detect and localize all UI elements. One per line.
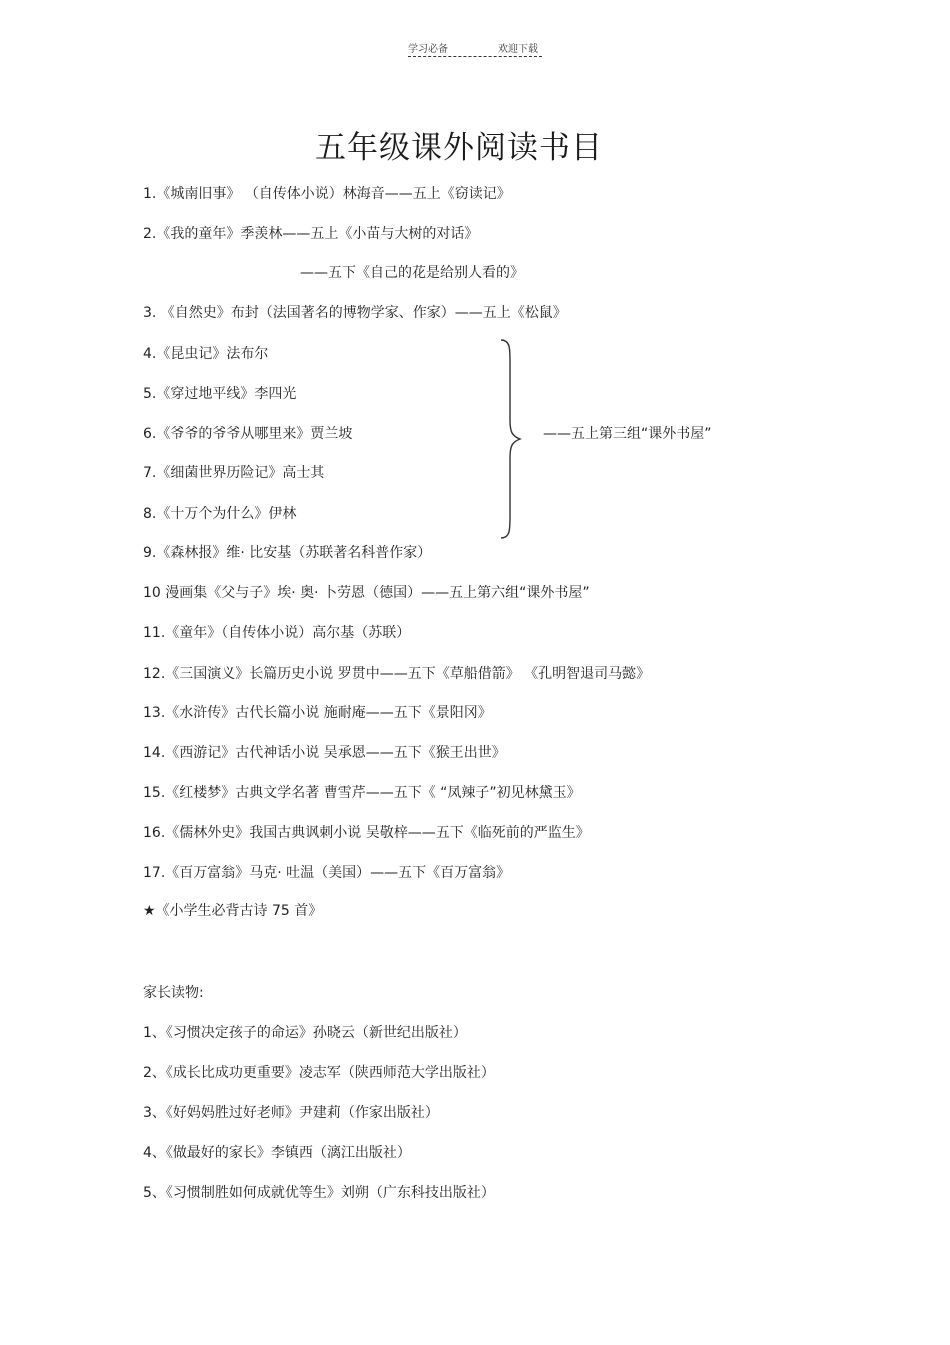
header-right-text: 欢迎下载 bbox=[498, 44, 538, 55]
list-item-11: 11.《童年》（自传体小说）高尔基（苏联） bbox=[143, 625, 411, 641]
list-item-4: 4.《昆虫记》法布尔 bbox=[143, 346, 269, 362]
parents-item-4: 4、《做最好的家长》李镇西（漓江出版社） bbox=[143, 1145, 411, 1161]
list-item-14: 14.《西游记》古代神话小说 吴承恩——五下《猴王出世》 bbox=[143, 745, 506, 761]
list-item-1: 1.《城南旧事》 （自传体小说）林海音——五上《窃读记》 bbox=[143, 186, 511, 202]
page-header bbox=[408, 40, 542, 57]
parents-heading: 家长读物: bbox=[143, 985, 204, 1001]
parents-item-3: 3、《好妈妈胜过好老师》尹建莉（作家出版社） bbox=[143, 1105, 439, 1121]
list-item-16: 16.《儒林外史》我国古典讽刺小说 吴敬梓——五下《临死前的严监生》 bbox=[143, 825, 590, 841]
list-item-7: 7.《细菌世界历险记》高士其 bbox=[143, 465, 325, 481]
document-title: 五年级课外阅读书目 bbox=[315, 130, 603, 166]
list-item-13: 13.《水浒传》古代长篇小说 施耐庵——五下《景阳冈》 bbox=[143, 705, 492, 721]
parents-item-2: 2、《成长比成功更重要》凌志军（陕西师范大学出版社） bbox=[143, 1065, 495, 1081]
brace-note: ——五上第三组“课外书屋” bbox=[543, 426, 712, 442]
header-left-text: 学习必备 bbox=[408, 44, 448, 55]
list-item-star: ★《小学生必背古诗 75 首》 bbox=[143, 903, 323, 919]
list-item-9: 9.《森林报》维· 比安基（苏联著名科普作家） bbox=[143, 545, 432, 561]
list-item-2: 2.《我的童年》季羡林——五上《小苗与大树的对话》 bbox=[143, 226, 479, 242]
list-item-2-continuation: ——五下《自己的花是给别人看的》 bbox=[300, 265, 524, 281]
list-item-5: 5.《穿过地平线》李四光 bbox=[143, 386, 297, 402]
list-item-6: 6.《爷爷的爷爷从哪里来》贾兰坡 bbox=[143, 426, 353, 442]
list-item-12: 12.《三国演义》长篇历史小说 罗贯中——五下《草船借箭》 《孔明智退司马懿》 bbox=[143, 666, 651, 682]
parents-item-1: 1、《习惯决定孩子的命运》孙晓云（新世纪出版社） bbox=[143, 1025, 467, 1041]
list-item-15: 15.《红楼梦》古典文学名著 曹雪芹——五下《 “凤辣子”初见林黛玉》 bbox=[143, 785, 581, 801]
list-item-17: 17.《百万富翁》马克· 吐温（美国）——五下《百万富翁》 bbox=[143, 865, 511, 881]
list-item-10: 10 漫画集《父与子》埃· 奥· 卜劳恩（德国）——五上第六组“课外书屋” bbox=[143, 585, 590, 601]
list-item-8: 8.《十万个为什么》伊林 bbox=[143, 506, 297, 522]
list-item-3: 3. 《自然史》布封（法国著名的博物学家、作家）——五上《松鼠》 bbox=[143, 305, 567, 321]
parents-item-5: 5、《习惯制胜如何成就优等生》刘朔（广东科技出版社） bbox=[143, 1185, 495, 1201]
curly-brace-icon bbox=[498, 338, 528, 540]
